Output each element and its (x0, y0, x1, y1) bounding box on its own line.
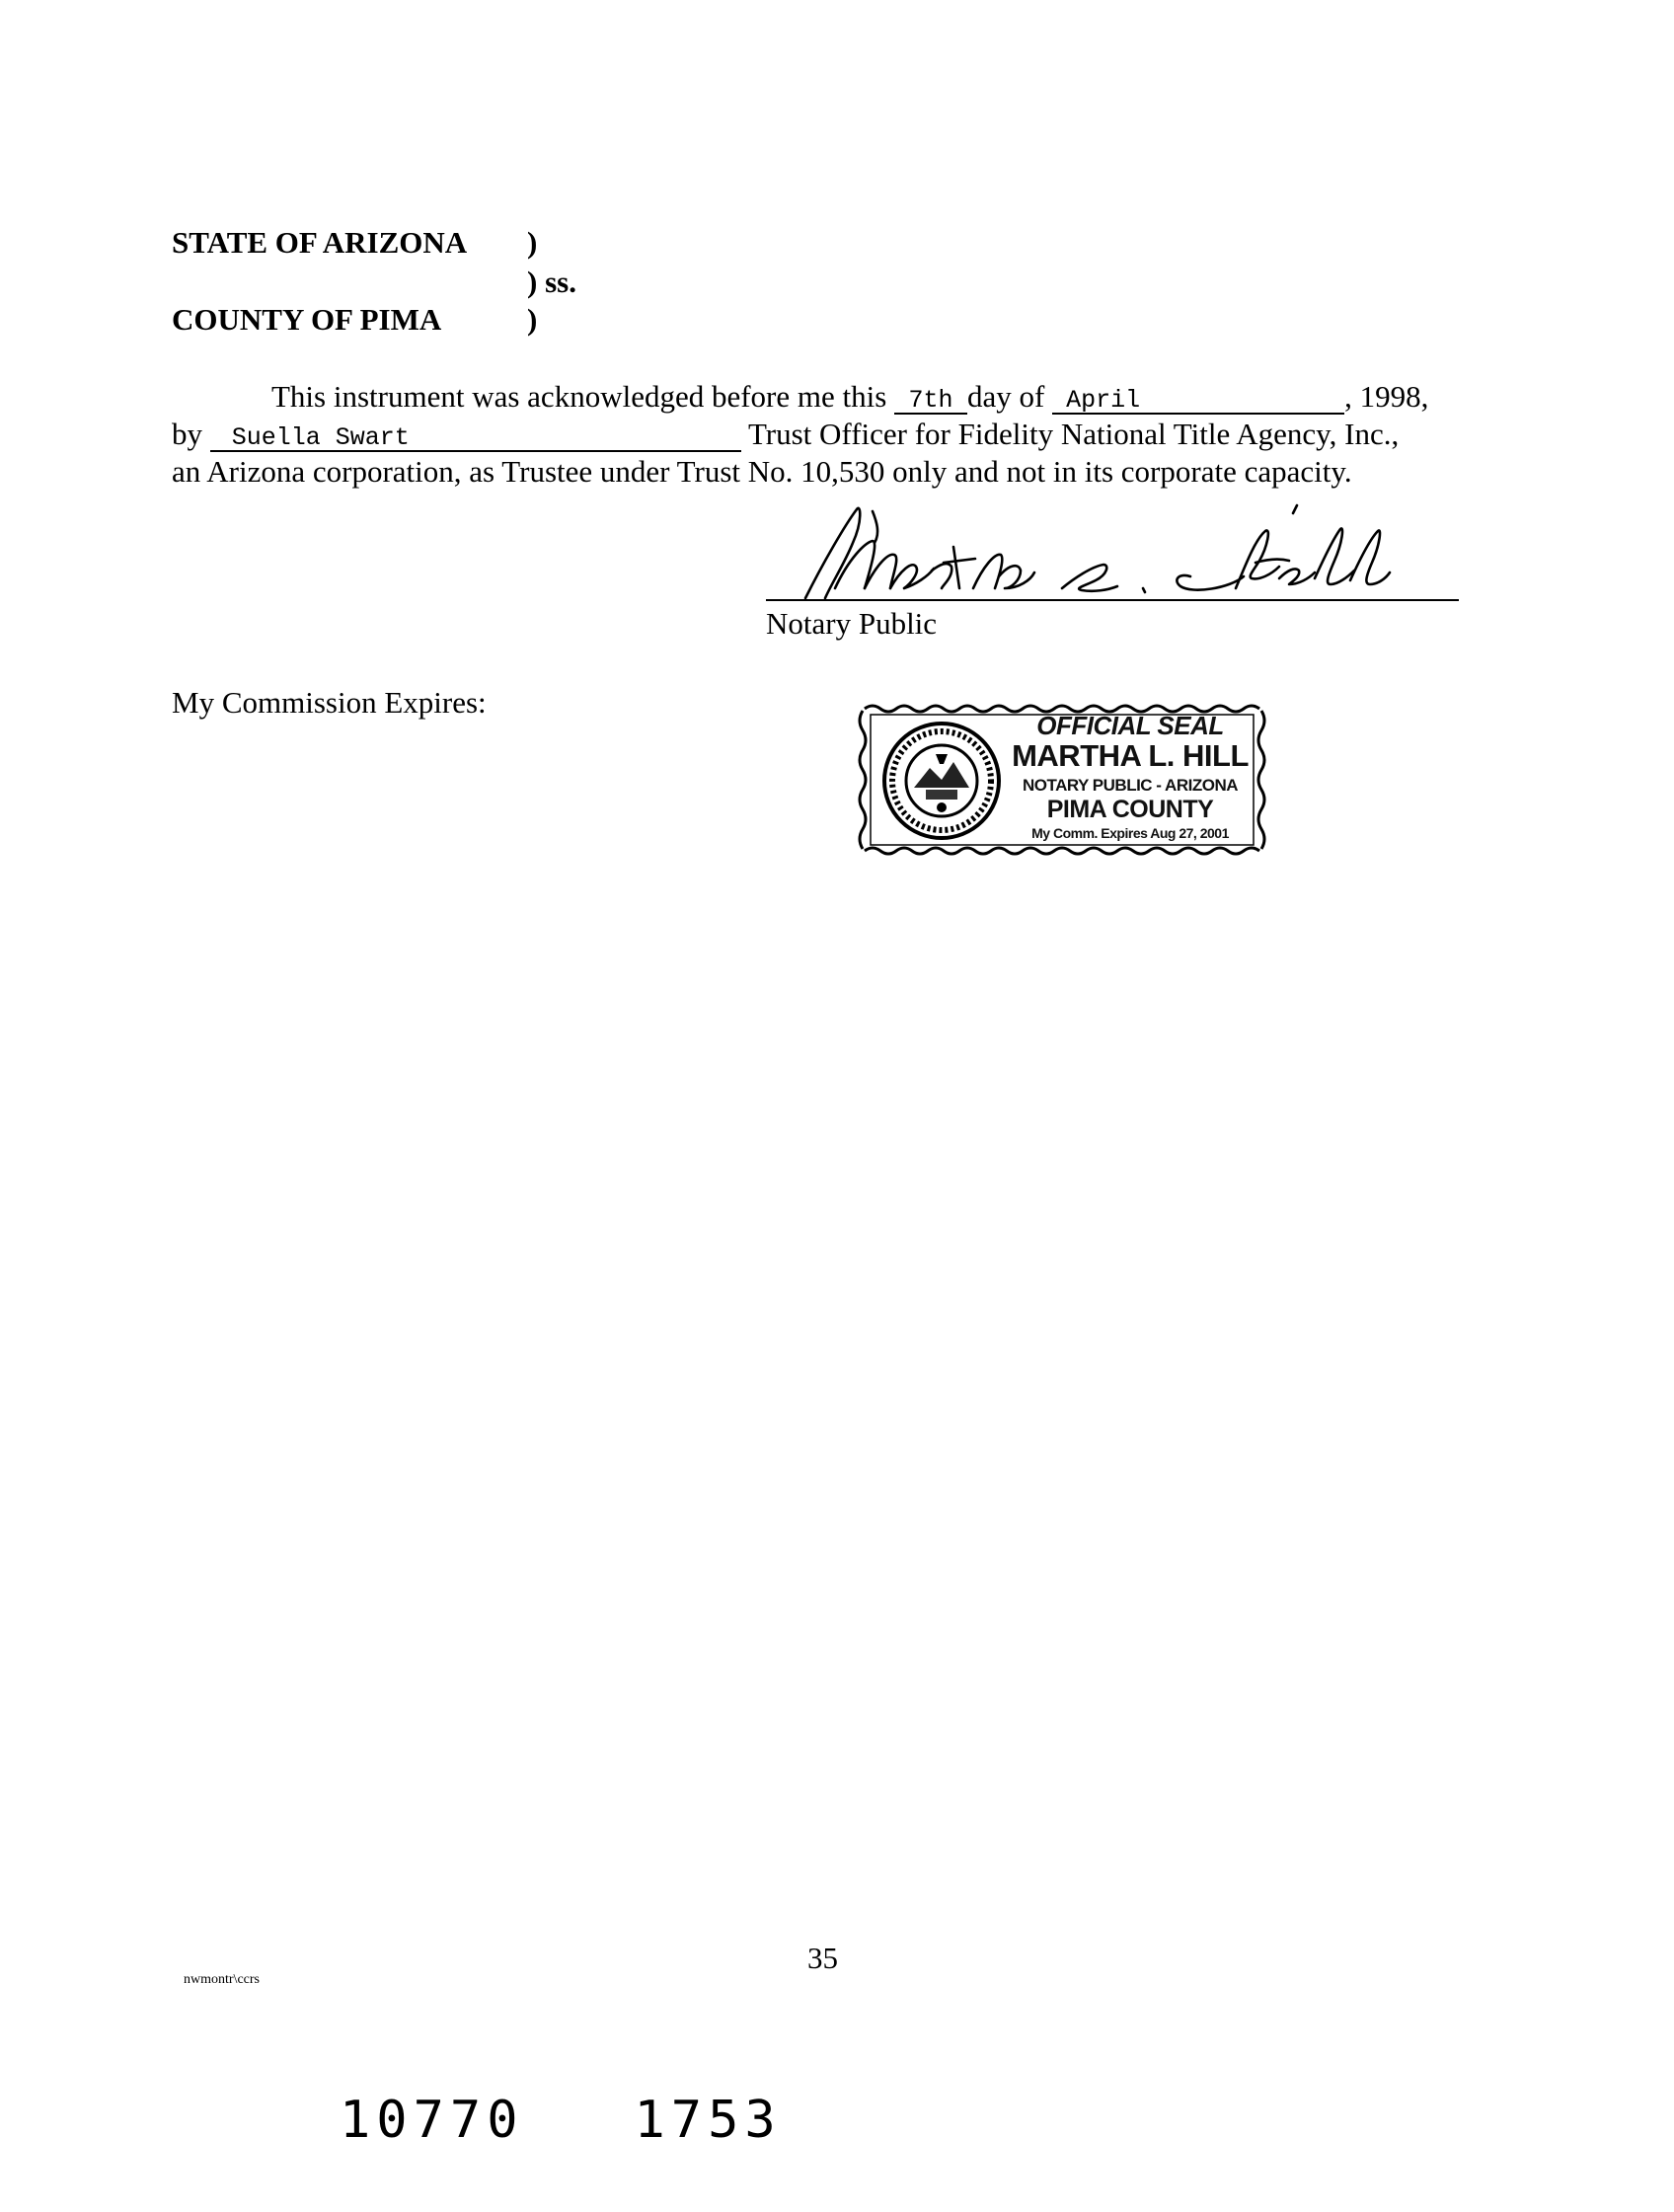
state-seal-emblem (875, 715, 1009, 847)
acknowledgment-line-1 (271, 381, 1428, 415)
month-field (1052, 381, 1344, 415)
notary-public-label: Notary Public (766, 606, 938, 641)
acknowledgment-line-2 (172, 419, 1399, 452)
acknowledgment-text: This instrument was acknowledged before me this (271, 379, 887, 414)
acknowledgment-text: Trust Officer for Fidelity National Title Agency, Inc., (747, 417, 1400, 451)
day-value: 7th (908, 386, 953, 415)
acknowledgment-text: , 1998, (1344, 379, 1429, 414)
acknowledgment-text: by (172, 417, 202, 451)
seal-expiration: My Comm. Expires Aug 27, 2001 (1031, 825, 1229, 841)
day-field (894, 381, 967, 415)
acknowledgment-line-3: an Arizona corporation, as Trustee under Trust No. 10,530 only and not in its corporate capacity. (172, 454, 1352, 489)
name-field (210, 419, 741, 452)
file-reference: nwmontr\ccrs (184, 1972, 260, 1987)
notary-seal-stamp (853, 697, 1271, 863)
venue-ss: ) ss. (527, 265, 576, 299)
venue-paren: ) (527, 302, 538, 337)
page-number: 35 (807, 1941, 838, 1975)
commission-expires-label: My Commission Expires: (172, 685, 487, 720)
seal-notary-state: NOTARY PUBLIC - ARIZONA (1023, 776, 1238, 795)
month-value: April (1066, 386, 1141, 415)
acknowledgment-text: day of (967, 379, 1045, 414)
seal-name: MARTHA L. HILL (1012, 738, 1249, 773)
seal-county: PIMA COUNTY (1046, 796, 1214, 823)
venue-paren: ) (527, 225, 538, 260)
signature-line (766, 599, 1459, 601)
recording-number: 10770 1753 (340, 2091, 782, 2150)
venue-state: STATE OF ARIZONA (172, 225, 468, 260)
seal-title: OFFICIAL SEAL (1036, 711, 1224, 740)
venue-county: COUNTY OF PIMA (172, 302, 442, 337)
name-value: Suella Swart (231, 423, 410, 452)
